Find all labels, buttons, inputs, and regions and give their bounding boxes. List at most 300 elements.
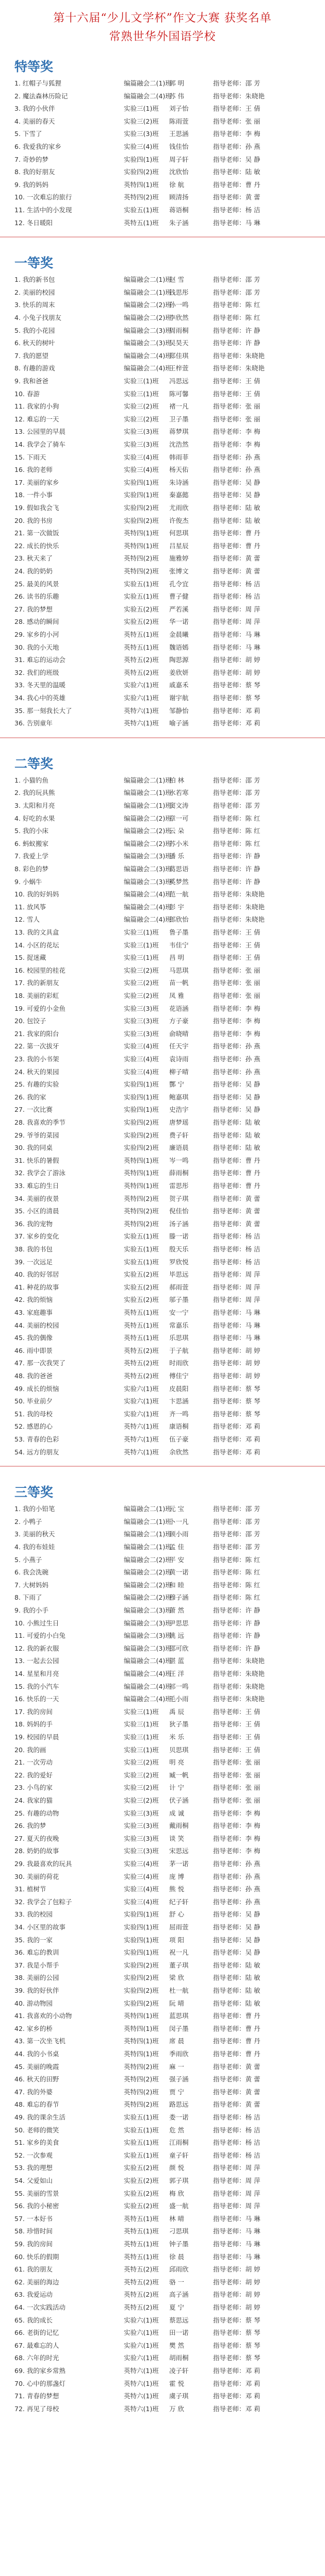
award-row xyxy=(14,2378,324,2389)
teacher-name: 指导老师：李 梅 xyxy=(213,1004,261,1012)
award-row xyxy=(14,1345,324,1356)
essay-title: 3. 我的小伙伴 xyxy=(14,105,55,113)
student-name: 伏子涵 xyxy=(169,1797,189,1804)
teacher-name: 指导老师：陈 红 xyxy=(213,301,261,309)
class-name: 英特四(2)班 xyxy=(124,554,159,563)
award-row xyxy=(14,103,324,114)
essay-title: 49. 我的课余生活 xyxy=(14,2113,66,2121)
teacher-name: 指导老师：张 丽 xyxy=(213,117,261,125)
teacher-name: 指导老师：蔡 琴 xyxy=(213,694,261,702)
teacher-name: 指导老师：蔡 琴 xyxy=(213,1397,261,1405)
teacher-name: 指导老师：邓 莉 xyxy=(213,2404,261,2413)
award-row xyxy=(14,375,324,386)
class-name: 编篇融会二(4)班 xyxy=(124,1670,172,1677)
essay-title: 59. 我的房间 xyxy=(14,2240,53,2248)
teacher-name: 指导老师：朱晓艳 xyxy=(213,903,265,911)
essay-title: 13. 我的文具盒 xyxy=(14,928,59,936)
class-name: 实验三(4)班 xyxy=(124,1067,159,1076)
teacher-name: 指导老师：马 琳 xyxy=(213,2240,261,2248)
class-name: 编篇融会二(3)班 xyxy=(124,877,172,886)
class-name: 实验三(2)班 xyxy=(124,979,159,987)
essay-title: 47. 那一次我哭了 xyxy=(14,1359,66,1367)
award-row xyxy=(14,1858,324,1869)
student-name: 萧 然 xyxy=(169,1606,184,1614)
award-row xyxy=(14,1718,324,1730)
student-name: 卞思涵 xyxy=(169,1397,189,1405)
award-row xyxy=(14,2023,324,2034)
award-row xyxy=(14,1642,324,1654)
essay-title: 12. 雪人 xyxy=(14,916,40,924)
class-name: 实验三(3)班 xyxy=(124,1809,159,1817)
student-name: 明 亮 xyxy=(169,1758,184,1767)
award-row xyxy=(14,2086,324,2097)
award-row xyxy=(14,1193,324,1204)
teacher-name: 指导老师：黄 蕾 xyxy=(213,2062,261,2071)
essay-title: 49. 成长的烦恼 xyxy=(14,1384,59,1393)
award-row xyxy=(14,1066,324,1077)
class-name: 实验三(1)班 xyxy=(124,389,159,398)
award-row xyxy=(14,913,324,925)
essay-title: 68. 六年的时光 xyxy=(14,2354,59,2362)
class-name: 英特五(2)班 xyxy=(124,1372,159,1380)
student-name: 赵 雪 xyxy=(169,276,184,284)
class-name: 英特四(2)班 xyxy=(124,2062,159,2071)
student-name: 阮 晴 xyxy=(169,1999,184,2007)
class-name: 实验三(1)班 xyxy=(124,1720,159,1728)
essay-title: 32. 我学会了游泳 xyxy=(14,1169,66,1177)
essay-title: 5. 我的小花园 xyxy=(14,326,55,334)
essay-title: 40. 游动物园 xyxy=(14,1999,53,2007)
class-name: 编篇融会二(4)班 xyxy=(124,92,172,100)
teacher-name: 指导老师：朱晓艳 xyxy=(213,351,265,360)
essay-title: 29. 我最喜欢的玩具 xyxy=(14,1860,72,1868)
essay-title: 44. 美丽的校园 xyxy=(14,1321,59,1329)
teacher-name: 指导老师：蔡 琴 xyxy=(213,681,261,689)
class-name: 编篇融会二(1)班 xyxy=(124,776,172,784)
student-name: 安一宁 xyxy=(169,1309,189,1316)
essay-title: 39. 我的好伙伴 xyxy=(14,1987,59,1994)
essay-title: 21. 我家的阳台 xyxy=(14,1029,59,1038)
class-name: 实验四(2)班 xyxy=(124,1144,159,1152)
class-name: 英特五(2)班 xyxy=(124,668,159,676)
award-row xyxy=(14,616,324,627)
essay-title: 69. 我的家乡常熟 xyxy=(14,2367,66,2375)
essay-title: 24. 我的奶奶 xyxy=(14,567,53,575)
award-row xyxy=(14,115,324,127)
essay-title: 54. 父爱如山 xyxy=(14,2177,53,2184)
teacher-name: 指导老师：周 萍 xyxy=(213,2189,261,2197)
essay-title: 38. 美丽的公园 xyxy=(14,1974,59,1982)
award-row xyxy=(14,629,324,640)
award-row xyxy=(14,667,324,678)
class-name: 实验三(4)班 xyxy=(124,1860,159,1868)
essay-title: 5. 下雪了 xyxy=(14,130,42,138)
award-row xyxy=(14,888,324,900)
class-name: 实验四(1)班 xyxy=(124,1936,159,1944)
essay-title: 45. 美丽的晚霞 xyxy=(14,2062,59,2071)
class-name: 编篇融会二(1)班 xyxy=(124,802,172,809)
class-name: 编篇融会二(4)班 xyxy=(124,1657,172,1665)
essay-title: 54. 远方的朋友 xyxy=(14,1448,59,1456)
essay-title: 1. 我的小铅笔 xyxy=(14,1505,55,1513)
award-row xyxy=(14,489,324,500)
teacher-name: 指导老师：黄 蕾 xyxy=(213,2075,261,2083)
essay-title: 5. 我的小床 xyxy=(14,827,48,835)
student-name: 吴昊天 xyxy=(169,339,189,347)
teacher-name: 指导老师：孙 燕 xyxy=(213,1860,261,1868)
student-name: 凤 雅 xyxy=(169,992,184,999)
essay-title: 55. 美丽的雪景 xyxy=(14,2189,59,2197)
essay-title: 1. 红帽子与狐狸 xyxy=(14,79,61,87)
award-row xyxy=(14,166,324,177)
student-name: 茅一诺 xyxy=(169,1860,189,1868)
student-name: 曹子健 xyxy=(169,592,189,601)
award-row xyxy=(14,2010,324,2021)
award-row xyxy=(14,2340,324,2351)
award-row xyxy=(14,1395,324,1406)
student-name: 俞晓晴 xyxy=(169,1029,189,1038)
student-name: 尹思思 xyxy=(169,1619,189,1627)
teacher-name: 指导老师：陈 红 xyxy=(213,1594,261,1602)
class-name: 编篇融会二(4)班 xyxy=(124,364,172,372)
award-row xyxy=(14,2352,324,2363)
award-row xyxy=(14,1706,324,1717)
class-name: 英特五(1)班 xyxy=(124,2214,159,2223)
class-name: 英特六(1)班 xyxy=(124,2367,159,2375)
teacher-name: 指导老师：蔡 琴 xyxy=(213,2341,261,2349)
award-row xyxy=(14,1959,324,1971)
teacher-name: 指导老师：邵 芳 xyxy=(213,776,261,784)
class-name: 编篇融会二(4)班 xyxy=(124,1695,172,1703)
essay-title: 34. 我心中的英雄 xyxy=(14,694,66,702)
teacher-name: 指导老师：陆 敏 xyxy=(213,1961,261,1969)
student-name: 魏语嫣 xyxy=(169,643,189,651)
teacher-name: 指导老师：邓 莉 xyxy=(213,1448,261,1456)
student-name: 罗欣悦 xyxy=(169,1258,189,1266)
essay-title: 4. 美丽的春天 xyxy=(14,117,55,125)
essay-title: 3. 快乐的周末 xyxy=(14,301,55,309)
award-row xyxy=(14,565,324,577)
teacher-name: 指导老师：吴 静 xyxy=(213,1080,261,1089)
essay-title: 3. 太阳和月亮 xyxy=(14,802,55,809)
student-name: 孟 佳 xyxy=(169,1543,184,1551)
student-name: 廉语晨 xyxy=(169,1144,189,1152)
essay-title: 6. 我会洗碗 xyxy=(14,1568,48,1577)
award-row xyxy=(14,204,324,215)
class-name: 编篇融会二(3)班 xyxy=(124,1619,172,1627)
student-name: 乐思琪 xyxy=(169,1334,189,1342)
award-row xyxy=(14,800,324,811)
essay-title: 52. 感恩的心 xyxy=(14,1422,53,1431)
award-row xyxy=(14,1218,324,1229)
section-divider xyxy=(0,737,325,738)
class-name: 编篇融会二(2)班 xyxy=(124,814,172,822)
class-name: 实验三(1)班 xyxy=(124,1733,159,1741)
award-row xyxy=(14,1332,324,1343)
document-title: 第十六届“少儿文学杯”作文大赛 获奖名单 xyxy=(53,12,272,25)
award-row xyxy=(14,1630,324,1641)
award-row xyxy=(14,1268,324,1280)
teacher-name: 指导老师：朱晓艳 xyxy=(213,1682,265,1690)
student-name: 戚嘉禾 xyxy=(169,681,189,689)
class-name: 英特五(1)班 xyxy=(124,631,159,638)
award-row xyxy=(14,1357,324,1368)
essay-title: 40. 我的好邻居 xyxy=(14,1270,59,1279)
teacher-name: 指导老师：马 琳 xyxy=(213,2227,261,2235)
class-name: 实验三(2)班 xyxy=(124,415,159,423)
essay-title: 7. 我的愿望 xyxy=(14,351,48,360)
essay-title: 63. 我爱运动 xyxy=(14,2291,53,2299)
award-row xyxy=(14,2137,324,2148)
award-row xyxy=(14,850,324,861)
student-name: 姜欣妍 xyxy=(169,668,189,676)
student-name: 傅佳宁 xyxy=(169,1372,189,1380)
student-name: 元 宝 xyxy=(169,1505,184,1513)
essay-title: 10. 我的好妈妈 xyxy=(14,890,59,899)
award-row xyxy=(14,1541,324,1552)
class-name: 编篇融会二(3)班 xyxy=(124,865,172,873)
class-name: 实验三(2)班 xyxy=(124,402,159,411)
class-name: 实验三(4)班 xyxy=(124,143,159,150)
award-row xyxy=(14,1871,324,1882)
student-name: 苏小米 xyxy=(169,839,189,848)
award-row xyxy=(14,1655,324,1666)
class-name: 实验三(4)班 xyxy=(124,466,159,474)
essay-title: 4. 小兔子找朋友 xyxy=(14,314,61,321)
student-name: 于子航 xyxy=(169,1346,189,1354)
student-name: 费子轩 xyxy=(169,1131,189,1139)
essay-title: 26. 我的家 xyxy=(14,1093,46,1101)
class-name: 实验五(1)班 xyxy=(124,2151,159,2159)
student-name: 骆 一 xyxy=(169,2278,184,2286)
award-row xyxy=(14,2314,324,2326)
teacher-name: 指导老师：蔡 琴 xyxy=(213,1384,261,1393)
award-row xyxy=(14,362,324,374)
student-name: 齐一鸣 xyxy=(169,1410,189,1418)
teacher-name: 指导老师：蔡 琴 xyxy=(213,2354,261,2362)
teacher-name: 指导老师：马 琳 xyxy=(213,1309,261,1316)
award-row xyxy=(14,1370,324,1381)
teacher-name: 指导老师：许 静 xyxy=(213,1644,261,1652)
teacher-name: 指导老师：马 琳 xyxy=(213,631,261,638)
award-row xyxy=(14,2213,324,2224)
student-name: 路思远 xyxy=(169,2100,189,2109)
student-name: 郭子琪 xyxy=(169,2177,189,2184)
essay-title: 3. 美丽的秋天 xyxy=(14,1530,55,1538)
essay-title: 1. 小猫钓鱼 xyxy=(14,776,48,784)
student-name: 韦佳宁 xyxy=(169,941,189,949)
student-name: 郑佳琪 xyxy=(169,351,189,360)
essay-title: 16. 快乐的一天 xyxy=(14,1695,59,1703)
award-row xyxy=(14,1433,324,1445)
award-row xyxy=(14,191,324,202)
teacher-name: 指导老师：王 倩 xyxy=(213,954,261,962)
award-row xyxy=(14,2301,324,2313)
award-row xyxy=(14,502,324,513)
class-name: 编篇融会二(3)班 xyxy=(124,852,172,860)
essay-title: 32. 我们的班级 xyxy=(14,668,59,676)
student-name: 许俊杰 xyxy=(169,516,189,524)
class-name: 英特五(1)班 xyxy=(124,2252,159,2261)
essay-title: 6. 蚂蚁搬家 xyxy=(14,839,48,848)
essay-title: 22. 我的爱好 xyxy=(14,1771,53,1779)
student-name: 王梓萱 xyxy=(169,364,189,372)
essay-title: 8. 彩色的梦 xyxy=(14,865,48,873)
essay-title: 11. 可爱的小白兔 xyxy=(14,1632,66,1640)
award-row xyxy=(14,1782,324,1793)
student-name: 蒋梦琪 xyxy=(169,428,189,436)
award-row xyxy=(14,2188,324,2199)
class-name: 实验三(1)班 xyxy=(124,377,159,385)
award-row xyxy=(14,1281,324,1293)
teacher-name: 指导老师：杨 洁 xyxy=(213,2126,261,2134)
class-name: 实验三(2)班 xyxy=(124,117,159,125)
class-name: 编篇融会二(1)班 xyxy=(124,1517,172,1526)
award-row xyxy=(14,964,324,976)
essay-title: 52. 一次参观 xyxy=(14,2151,53,2159)
class-name: 英特五(1)班 xyxy=(124,1309,159,1316)
student-name: 舒 心 xyxy=(169,1910,184,1919)
award-row xyxy=(14,1091,324,1103)
class-name: 实验四(1)班 xyxy=(124,478,159,486)
essay-title: 13. 公园里的早晨 xyxy=(14,428,66,436)
essay-title: 65. 我的成长 xyxy=(14,2316,53,2324)
class-name: 实验三(2)班 xyxy=(124,992,159,999)
student-name: 汪 洋 xyxy=(169,1670,184,1677)
class-name: 英特五(1)班 xyxy=(124,1334,159,1342)
student-name: 谢宇航 xyxy=(169,694,189,702)
student-name: 毕思远 xyxy=(169,1270,189,1279)
teacher-name: 指导老师：邵 芳 xyxy=(213,802,261,809)
class-name: 实验四(2)班 xyxy=(124,504,159,512)
section-heading: 二等奖 xyxy=(14,756,54,771)
teacher-name: 指导老师：李 梅 xyxy=(213,130,261,138)
teacher-name: 指导老师：孙 燕 xyxy=(213,1067,261,1076)
teacher-name: 指导老师：杨 洁 xyxy=(213,2151,261,2159)
student-name: 王思涵 xyxy=(169,130,189,138)
award-row xyxy=(14,1908,324,1920)
essay-title: 27. 一次比赛 xyxy=(14,1106,53,1114)
essay-title: 25. 有趣的实验 xyxy=(14,1080,59,1089)
essay-title: 9. 我的妈妈 xyxy=(14,180,48,189)
essay-title: 35. 我的一家 xyxy=(14,1936,53,1944)
essay-title: 47. 我的外婆 xyxy=(14,2088,53,2096)
class-name: 实验四(1)班 xyxy=(124,155,159,163)
teacher-name: 指导老师：杨 洁 xyxy=(213,1232,261,1241)
teacher-name: 指导老师：朱晓艳 xyxy=(213,1657,265,1665)
class-name: 实验六(1)班 xyxy=(124,2329,159,2337)
award-row xyxy=(14,438,324,450)
essay-title: 5. 小燕子 xyxy=(14,1555,42,1564)
teacher-name: 指导老师：王 倩 xyxy=(213,1745,261,1754)
student-name: 徐 航 xyxy=(169,180,184,189)
award-row xyxy=(14,1668,324,1679)
award-row xyxy=(14,863,324,874)
student-name: 刘子怡 xyxy=(169,105,189,113)
teacher-name: 指导老师：杨 洁 xyxy=(213,2139,261,2147)
student-name: 严若溪 xyxy=(169,605,189,613)
teacher-name: 指导老师：周 萍 xyxy=(213,1296,261,1304)
student-name: 朱子涵 xyxy=(169,218,189,227)
essay-title: 28. 感动的瞬间 xyxy=(14,618,59,626)
award-row xyxy=(14,1934,324,1945)
class-name: 编篇融会二(1)班 xyxy=(124,288,172,296)
class-name: 编篇融会二(4)班 xyxy=(124,890,172,899)
essay-title: 12. 我的新衣服 xyxy=(14,1644,59,1652)
teacher-name: 指导老师：陆 敏 xyxy=(213,1999,261,2007)
essay-title: 41. 我喜欢的小动物 xyxy=(14,2012,72,2020)
teacher-name: 指导老师：许 静 xyxy=(213,877,261,886)
teacher-name: 指导老师：胡 婷 xyxy=(213,656,261,664)
teacher-name: 指导老师：邓 莉 xyxy=(213,2392,261,2400)
class-name: 实验四(1)班 xyxy=(124,1080,159,1089)
class-name: 编篇融会二(3)班 xyxy=(124,1644,172,1652)
award-row xyxy=(14,413,324,425)
award-row xyxy=(14,641,324,653)
teacher-name: 指导老师：周 萍 xyxy=(213,2177,261,2184)
award-row xyxy=(14,337,324,348)
award-row xyxy=(14,2162,324,2173)
student-name: 贝思琪 xyxy=(169,1745,189,1754)
student-name: 周子轩 xyxy=(169,155,189,163)
teacher-name: 指导老师：陆 敏 xyxy=(213,1974,261,1982)
award-row xyxy=(14,1604,324,1616)
student-name: 麻 一 xyxy=(169,2062,184,2071)
essay-title: 41. 种花的故事 xyxy=(14,1283,59,1291)
award-row xyxy=(14,1731,324,1742)
award-row xyxy=(14,1129,324,1141)
essay-title: 2. 小鸭子 xyxy=(14,1517,42,1526)
teacher-name: 指导老师：孙 燕 xyxy=(213,1885,261,1893)
student-name: 柳子晴 xyxy=(169,1067,189,1076)
class-name: 实验六(1)班 xyxy=(124,1397,159,1405)
class-name: 英特四(2)班 xyxy=(124,1219,159,1228)
class-name: 编篇融会二(1)班 xyxy=(124,79,172,87)
class-name: 编篇融会二(3)班 xyxy=(124,1606,172,1614)
teacher-name: 指导老师：许 静 xyxy=(213,865,261,873)
award-row xyxy=(14,2403,324,2414)
essay-title: 53. 我的理想 xyxy=(14,2164,53,2172)
student-name: 蒋语桐 xyxy=(169,206,189,214)
award-row xyxy=(14,274,324,285)
teacher-name: 指导老师：张 丽 xyxy=(213,402,261,411)
class-name: 实验三(3)班 xyxy=(124,130,159,138)
essay-title: 15. 捉迷藏 xyxy=(14,954,46,962)
award-row xyxy=(14,2327,324,2338)
teacher-name: 指导老师：李 梅 xyxy=(213,428,261,436)
student-name: 岑一鸣 xyxy=(169,1156,189,1164)
class-name: 实验三(1)班 xyxy=(124,1707,159,1716)
teacher-name: 指导老师：吴 静 xyxy=(213,1093,261,1101)
award-row xyxy=(14,1104,324,1115)
student-name: 席 晨 xyxy=(169,2037,184,2045)
student-name: 冯思远 xyxy=(169,377,189,385)
award-row xyxy=(14,1294,324,1305)
essay-title: 22. 第一次拔牙 xyxy=(14,1042,59,1050)
award-row xyxy=(14,299,324,310)
class-name: 实验五(2)班 xyxy=(124,2189,159,2197)
award-row xyxy=(14,1833,324,1844)
teacher-name: 指导老师：王 倩 xyxy=(213,1733,261,1741)
student-name: 卜一凡 xyxy=(169,1517,189,1526)
class-name: 实验四(1)班 xyxy=(124,1093,159,1101)
award-row xyxy=(14,1180,324,1191)
teacher-name: 指导老师：邵 芳 xyxy=(213,1543,261,1551)
teacher-name: 指导老师：吴 静 xyxy=(213,1936,261,1944)
class-name: 编篇融会二(2)班 xyxy=(124,827,172,835)
teacher-name: 指导老师：张 丽 xyxy=(213,1771,261,1779)
award-row xyxy=(14,1566,324,1578)
